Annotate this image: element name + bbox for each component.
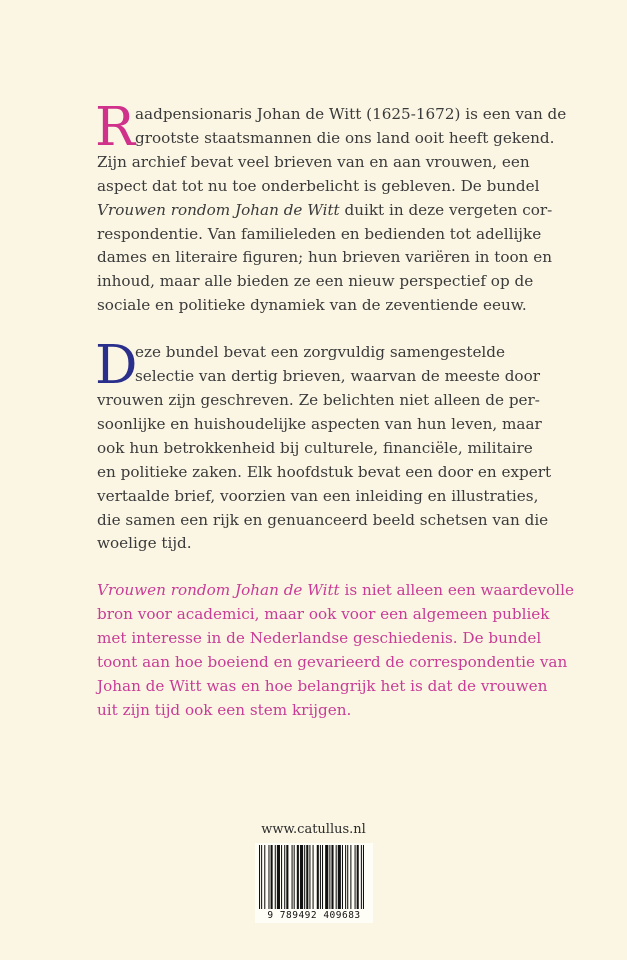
text-line [97,579,574,603]
book-title-italic: Vrouwen rondom Johan de Witt [97,581,340,600]
text-fragment: is niet alleen een waardevolle [339,581,574,600]
second-paragraph [95,335,552,556]
book-title-italic: Vrouwen rondom Johan de Witt [97,200,340,219]
text-line: aspect dat tot nu toe onderbelicht is gebleven. De bundel [97,176,540,195]
text-line: sociale en politieke dynamiek van de zeventiende eeuw. [97,296,527,315]
dropcap-r: R [95,97,135,158]
text-line: eze bundel bevat een zorgvuldig samengestelde [135,343,506,362]
text-line: vertaalde brief, voorzien van een inleiding en illustraties, [97,486,539,505]
cover-text [95,97,574,723]
publisher-website: www.catullus.nl [261,822,366,837]
text-line: die samen een rijk en genuanceerd beeld schetsen van die [97,510,549,529]
intro-paragraph [95,97,567,318]
dropcap-d: D [95,335,138,397]
barcode-bars [255,843,373,909]
text-line: grootste staatsmannen die ons land ooit heeft gekend. [135,128,555,147]
text-line: soonlijke en huishoudelijke aspecten van hun leven, maar [97,414,542,433]
text-line: woelige tijd. [97,534,192,553]
text-line: respondentie. Van familieleden en bedienden tot adellijke [97,224,542,243]
text-line: vrouwen zijn geschreven. Ze belichten niet alleen de per- [97,390,540,409]
isbn-barcode [255,843,373,923]
text-line: Zijn archief bevat veel brieven van en aan vrouwen, een [97,152,530,171]
text-line: en politieke zaken. Elk hoofdstuk bevat een door en expert [97,462,552,481]
isbn-digits: 9 789492 409683 [255,909,373,922]
text-line: bron voor academici, maar ook voor een algemeen publiek [97,605,550,624]
text-line: ook hun betrokkenheid bij culturele, financiële, militaire [97,438,533,457]
text-line: uit zijn tijd ook een stem krijgen. [97,700,352,719]
text-line: selectie van dertig brieven, waarvan de meeste door [135,367,540,386]
text-line: aadpensionaris Johan de Witt (1625-1672) is een van de [135,105,567,123]
text-line: dames en literaire figuren; hun brieven variëren in toon en [97,248,553,267]
text-line: Johan de Witt was en hoe belangrijk het is dat de vrouwen [97,676,548,695]
text-fragment: duikt in deze vergeten cor- [344,200,553,219]
text-line: met interesse in de Nederlandse geschiedenis. De bundel [97,629,542,648]
text-line: toont aan hoe boeiend en gevarieerd de correspondentie van [97,653,568,672]
highlight-paragraph [97,579,574,722]
text-line: inhoud, maar alle bieden ze een nieuw perspectief op de [97,272,534,291]
text-line [97,199,553,223]
